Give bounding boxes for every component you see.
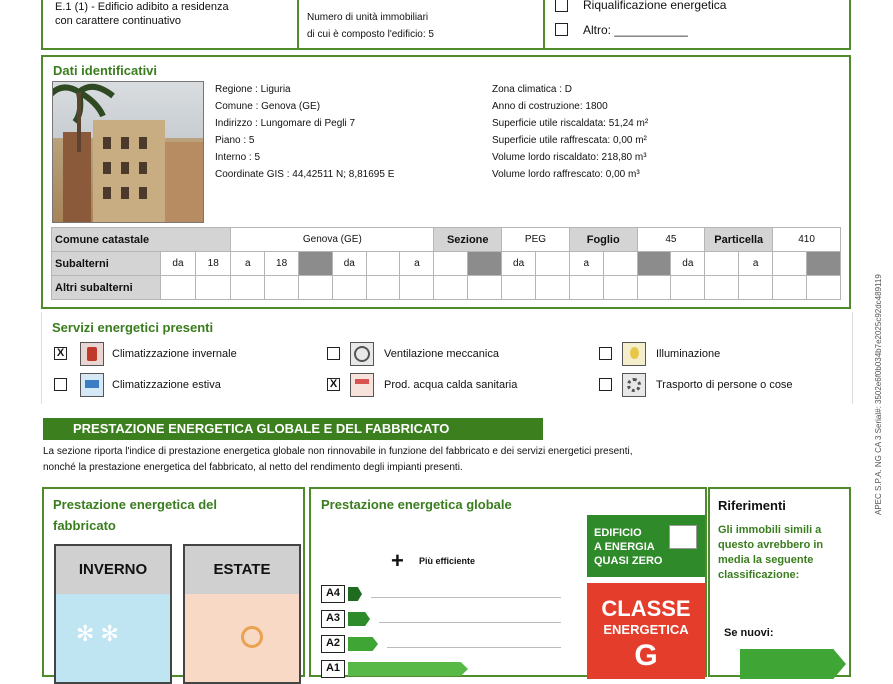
sun-icon (241, 626, 263, 648)
winter-heating-checkbox[interactable]: X (54, 347, 67, 360)
winter-panel (54, 544, 172, 684)
sub-to-value: 18 (265, 252, 299, 276)
region: Regione : Liguria (215, 84, 291, 95)
units-line2: di cui è composto l'edificio: 5 (307, 29, 434, 40)
requalification-checkbox[interactable] (555, 0, 568, 12)
class-a1-arrow (348, 662, 468, 676)
sub-da-2: da (332, 252, 366, 276)
references-title: Riferimenti (718, 498, 786, 513)
references-line4: classificazione: (718, 569, 800, 581)
units-line1: Numero di unità immobiliari (307, 12, 429, 23)
altri-cell[interactable] (299, 276, 333, 300)
altri-cell[interactable] (671, 276, 705, 300)
intro-line2: nonché la prestazione energetica del fabbricato, al netto del rendimento degli impianti presenti. (43, 462, 463, 473)
heated-area: Superficie utile riscaldata: 51,24 m² (492, 118, 649, 129)
energy-class-label-1: CLASSE (601, 596, 691, 621)
climate-zone: Zona climatica : D (492, 84, 573, 95)
class-bar-a1 (321, 660, 551, 678)
mechanical-ventilation-checkbox[interactable] (327, 347, 340, 360)
services-title: Servizi energetici presenti (52, 320, 214, 335)
altri-cell[interactable] (773, 276, 807, 300)
altri-cell[interactable] (536, 276, 570, 300)
class-a2-arrow (348, 637, 378, 651)
summer-label: ESTATE (185, 546, 299, 594)
nzeb-line2: A ENERGIA (594, 541, 655, 553)
sub-cell[interactable] (705, 252, 739, 276)
hot-water-tap-icon (350, 373, 374, 397)
services-section (41, 312, 853, 404)
class-a4-label: A4 (321, 585, 345, 603)
category-line1: E.1 (1) - Edificio adibito a residenza (55, 1, 229, 13)
sub-from-value: 18 (196, 252, 231, 276)
altri-cell[interactable] (434, 276, 468, 300)
identification-title: Dati identificativi (53, 63, 158, 78)
nzeb-checkbox[interactable] (669, 525, 697, 549)
summer-panel (183, 544, 301, 684)
construction-year: Anno di costruzione: 1800 (492, 101, 608, 112)
more-efficient-label: Più efficiente (419, 556, 476, 566)
altri-cell[interactable] (160, 276, 195, 300)
foglio-label: Foglio (569, 228, 637, 252)
foglio-value: 45 (637, 228, 705, 252)
altri-cell[interactable] (231, 276, 265, 300)
location-details (215, 81, 394, 183)
altri-cell[interactable] (366, 276, 400, 300)
building-category-box (41, 0, 299, 50)
class-bar-a2 (321, 635, 551, 653)
summer-cooling-label: Climatizzazione estiva (112, 379, 221, 391)
sub-a-2: a (400, 252, 434, 276)
particella-label: Particella (705, 228, 773, 252)
cooled-area: Superficie utile raffrescata: 0,00 m² (492, 135, 647, 146)
hot-water-checkbox[interactable]: X (327, 378, 340, 391)
building-photo (52, 81, 204, 223)
units-box (297, 0, 545, 50)
references-text (718, 523, 823, 583)
class-a3-label: A3 (321, 610, 345, 628)
sub-separator-1 (299, 252, 333, 276)
cadastral-table (51, 227, 841, 300)
energy-class-label-2: ENERGETICA (603, 622, 689, 637)
altri-cell[interactable] (806, 276, 840, 300)
class-a4-line (371, 597, 561, 598)
altri-cell[interactable] (468, 276, 502, 300)
building-photo-svg (53, 82, 203, 222)
radiator-icon (80, 342, 104, 366)
municipality: Comune : Genova (GE) (215, 101, 321, 112)
plus-icon: + (391, 548, 404, 573)
global-performance-title: Prestazione energetica globale (321, 497, 512, 512)
energy-class-badge (587, 583, 705, 679)
requalification-label: Riqualificazione energetica (583, 0, 727, 12)
sub-a-1: a (231, 252, 265, 276)
fan-icon (350, 342, 374, 366)
nzeb-text (594, 526, 662, 568)
altri-cell[interactable] (265, 276, 299, 300)
performance-intro (43, 444, 849, 476)
nzeb-line3: QUASI ZERO (594, 555, 663, 567)
sezione-label: Sezione (434, 228, 502, 252)
subalterni-label: Subalterni (52, 252, 161, 276)
heated-volume: Volume lordo riscaldato: 218,80 m³ (492, 152, 647, 163)
transport-checkbox[interactable] (599, 378, 612, 391)
hot-water-label: Prod. acqua calda sanitaria (384, 379, 518, 391)
class-a4-arrow (348, 587, 362, 601)
altri-cell[interactable] (739, 276, 773, 300)
identification-box (41, 55, 851, 309)
class-bar-a4 (321, 585, 551, 603)
nzeb-line1: EDIFICIO (594, 527, 642, 539)
lighting-checkbox[interactable] (599, 347, 612, 360)
sub-separator-2 (468, 252, 502, 276)
sub-a-4: a (739, 252, 773, 276)
references-line3: media la seguente (718, 554, 814, 566)
address: Indirizzo : Lungomare di Pegli 7 (215, 118, 356, 129)
category-line2: con carattere continuativo (55, 15, 181, 27)
lightbulb-icon (622, 342, 646, 366)
winter-heating-label: Climatizzazione invernale (112, 348, 237, 360)
sub-a-3: a (569, 252, 603, 276)
altri-cell[interactable] (569, 276, 603, 300)
references-new-label: Se nuovi: (724, 627, 774, 639)
cooled-volume: Volume lordo raffrescato: 0,00 m³ (492, 169, 640, 180)
sub-da-1: da (160, 252, 195, 276)
air-conditioner-icon (80, 373, 104, 397)
gis-coordinates: Coordinate GIS : 44,42511 N; 8,81695 E (215, 169, 395, 180)
floor: Piano : 5 (215, 135, 255, 146)
other-checkbox[interactable] (555, 23, 568, 36)
intro-line1: La sezione riporta l'indice di prestazione energetica globale non rinnovabile in funzione del fabbricato e dei servizi energetici presenti, (43, 446, 633, 457)
altri-cell[interactable] (705, 276, 739, 300)
class-a3-line (379, 622, 561, 623)
nzeb-badge (587, 515, 705, 577)
altri-cell[interactable] (332, 276, 366, 300)
building-performance-title (53, 494, 217, 536)
references-line1: Gli immobili simili a (718, 524, 822, 536)
climate-details (492, 81, 648, 183)
altri-cell[interactable] (196, 276, 231, 300)
cadastral-row-subalterni (52, 252, 841, 276)
sub-da-4: da (671, 252, 705, 276)
cadastral-row-main (52, 228, 841, 252)
performance-band-title: PRESTAZIONE ENERGETICA GLOBALE E DEL FABBRICATO (43, 418, 543, 440)
winter-label: INVERNO (56, 546, 170, 594)
class-a2-label: A2 (321, 635, 345, 653)
cadastral-row-altri (52, 276, 841, 300)
altri-cell[interactable] (502, 276, 536, 300)
altri-subalterni-label: Altri subalterni (52, 276, 161, 300)
comune-catastale-label: Comune catastale (52, 228, 231, 252)
altri-cell[interactable] (603, 276, 637, 300)
sub-da-3: da (502, 252, 536, 276)
class-a2-line (387, 647, 561, 648)
sub-cell[interactable] (434, 252, 468, 276)
particella-value: 410 (773, 228, 841, 252)
sezione-value: PEG (502, 228, 570, 252)
building-performance-title-2: fabbricato (53, 518, 116, 533)
references-line2: questo avrebbero in (718, 539, 824, 551)
references-new-class-arrow (740, 649, 846, 679)
class-bar-a3 (321, 610, 551, 628)
reason-box (543, 0, 851, 50)
sub-cell[interactable] (603, 252, 637, 276)
lighting-label: Illuminazione (656, 348, 721, 360)
sub-separator-3 (637, 252, 671, 276)
other-label: Altro: ___________ (583, 23, 688, 37)
altri-cell[interactable] (400, 276, 434, 300)
summer-cooling-checkbox[interactable] (54, 378, 67, 391)
transport-label: Trasporto di persone o cose (656, 379, 793, 391)
sub-separator-4 (806, 252, 840, 276)
energy-class-letter: G (634, 639, 658, 672)
building-performance-title-1: Prestazione energetica del (53, 497, 218, 512)
references-box (708, 487, 851, 677)
elevator-gear-icon (622, 373, 646, 397)
class-a1-label: A1 (321, 660, 345, 678)
global-performance-box (309, 487, 707, 677)
building-performance-box (42, 487, 305, 677)
side-serial-text: APEC S.P.A. NG CA 3 Serial#: 3502e6f0b034b7e2025c92dc489119 (874, 274, 883, 515)
sub-cell[interactable] (773, 252, 807, 276)
sub-cell[interactable] (366, 252, 400, 276)
snowflake-icon: ✻ ✻ (76, 621, 119, 646)
class-a3-arrow (348, 612, 370, 626)
sub-cell[interactable] (536, 252, 570, 276)
mechanical-ventilation-label: Ventilazione meccanica (384, 348, 499, 360)
altri-cell[interactable] (637, 276, 671, 300)
unit: Interno : 5 (215, 152, 261, 163)
comune-catastale-value: Genova (GE) (231, 228, 434, 252)
